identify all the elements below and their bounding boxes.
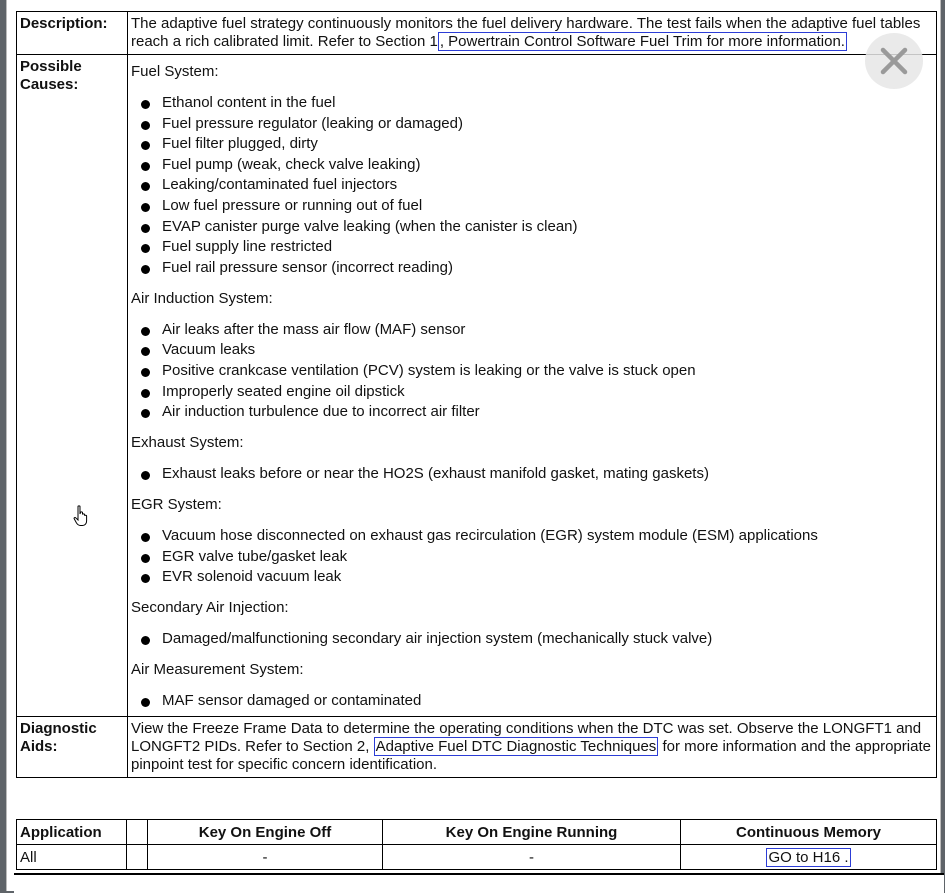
cause-section-title: Air Induction System: bbox=[131, 289, 273, 307]
cell-application: All bbox=[17, 845, 127, 870]
cell-koer: - bbox=[383, 845, 681, 870]
cause-list bbox=[131, 692, 933, 710]
header-application: Application bbox=[17, 820, 127, 845]
cause-item: Low fuel pressure or running out of fuel bbox=[162, 197, 933, 215]
cause-item: Ethanol content in the fuel bbox=[162, 94, 933, 112]
causes-row bbox=[17, 55, 937, 717]
diagnostic-text: View the Freeze Frame Data to determine the operating conditions when the DTC was set. Observe the LONGFT1 and LONGFT2 PIDs. Refer to Section 2, bbox=[131, 719, 922, 755]
cause-item: Fuel supply line restricted bbox=[162, 238, 933, 256]
diagnostic-cell bbox=[128, 716, 937, 777]
cause-item: Fuel filter plugged, dirty bbox=[162, 135, 933, 153]
cause-item: Positive crankcase ventilation (PCV) system is leaking or the valve is stuck open bbox=[162, 362, 933, 380]
cause-item: Vacuum hose disconnected on exhaust gas recirculation (EGR) system module (ESM) applications bbox=[162, 527, 933, 545]
cause-section-title: Exhaust System: bbox=[131, 434, 244, 452]
document-frame bbox=[6, 0, 941, 891]
cause-list bbox=[131, 465, 933, 483]
cause-item: Exhaust leaks before or near the HO2S (exhaust manifold gasket, mating gaskets) bbox=[162, 465, 933, 483]
hand-pointer-icon bbox=[73, 505, 91, 527]
cause-item: Air induction turbulence due to incorrect air filter bbox=[162, 403, 933, 421]
diagnostic-text-after: for more information and the appropriate pinpoint test for specific concern identification. bbox=[131, 737, 931, 773]
cause-section-title: Air Measurement System: bbox=[131, 661, 304, 679]
cause-section-title: Secondary Air Injection: bbox=[131, 599, 289, 617]
header-key-on-engine-off: Key On Engine Off bbox=[148, 820, 383, 845]
header-spacer bbox=[127, 820, 148, 845]
description-text: The adaptive fuel strategy continuously monitors the fuel delivery hardware. The test fails when the adaptive fuel tables reach a rich calibrated limit. Refer to Section 1 bbox=[131, 15, 921, 50]
application-row bbox=[17, 845, 937, 870]
go-to-h16-link[interactable]: GO to H16 . bbox=[768, 848, 849, 866]
adaptive-fuel-techniques-link[interactable]: Adaptive Fuel DTC Diagnostic Techniques bbox=[375, 737, 657, 755]
cause-item: MAF sensor damaged or contaminated bbox=[162, 692, 933, 710]
cause-section-title: EGR System: bbox=[131, 496, 222, 514]
cause-item: Leaking/contaminated fuel injectors bbox=[162, 176, 933, 194]
cause-item: Fuel rail pressure sensor (incorrect reading) bbox=[162, 259, 933, 277]
cause-list bbox=[131, 630, 933, 648]
header-continuous-memory: Continuous Memory bbox=[681, 820, 937, 845]
application-table bbox=[16, 819, 937, 870]
close-button[interactable] bbox=[865, 33, 923, 89]
section1-fuel-trim-link[interactable]: , Powertrain Control Software Fuel Trim for more information. bbox=[439, 33, 845, 50]
cause-item: EGR valve tube/gasket leak bbox=[162, 548, 933, 566]
cause-item: Fuel pump (weak, check valve leaking) bbox=[162, 156, 933, 174]
close-icon bbox=[879, 46, 909, 76]
cause-item: EVAP canister purge valve leaking (when the canister is clean) bbox=[162, 218, 933, 236]
description-cell bbox=[128, 12, 937, 55]
cause-item: Air leaks after the mass air flow (MAF) sensor bbox=[162, 321, 933, 339]
cause-section-title: Fuel System: bbox=[131, 63, 219, 80]
cause-item: Improperly seated engine oil dipstick bbox=[162, 383, 933, 401]
causes-cell bbox=[128, 55, 937, 717]
description-row bbox=[17, 12, 937, 55]
header-key-on-engine-running: Key On Engine Running bbox=[383, 820, 681, 845]
description-label: Description: bbox=[17, 12, 128, 55]
dtc-info-table bbox=[16, 11, 937, 778]
cell-continuous-memory bbox=[681, 845, 937, 870]
cause-item: Fuel pressure regulator (leaking or damaged) bbox=[162, 115, 933, 133]
cause-item: Vacuum leaks bbox=[162, 341, 933, 359]
application-header-row bbox=[17, 820, 937, 845]
cause-list bbox=[131, 321, 933, 421]
cause-list bbox=[131, 94, 933, 277]
cause-item: EVR solenoid vacuum leak bbox=[162, 568, 933, 586]
bottom-panel bbox=[14, 873, 944, 893]
diagnostic-label: Diagnostic Aids: bbox=[17, 716, 128, 777]
causes-label: Possible Causes: bbox=[17, 55, 128, 717]
cell-koeo: - bbox=[148, 845, 383, 870]
diagnostic-row bbox=[17, 716, 937, 777]
cause-item: Damaged/malfunctioning secondary air injection system (mechanically stuck valve) bbox=[162, 630, 933, 648]
cell-spacer bbox=[127, 845, 148, 870]
cause-list bbox=[131, 527, 933, 586]
